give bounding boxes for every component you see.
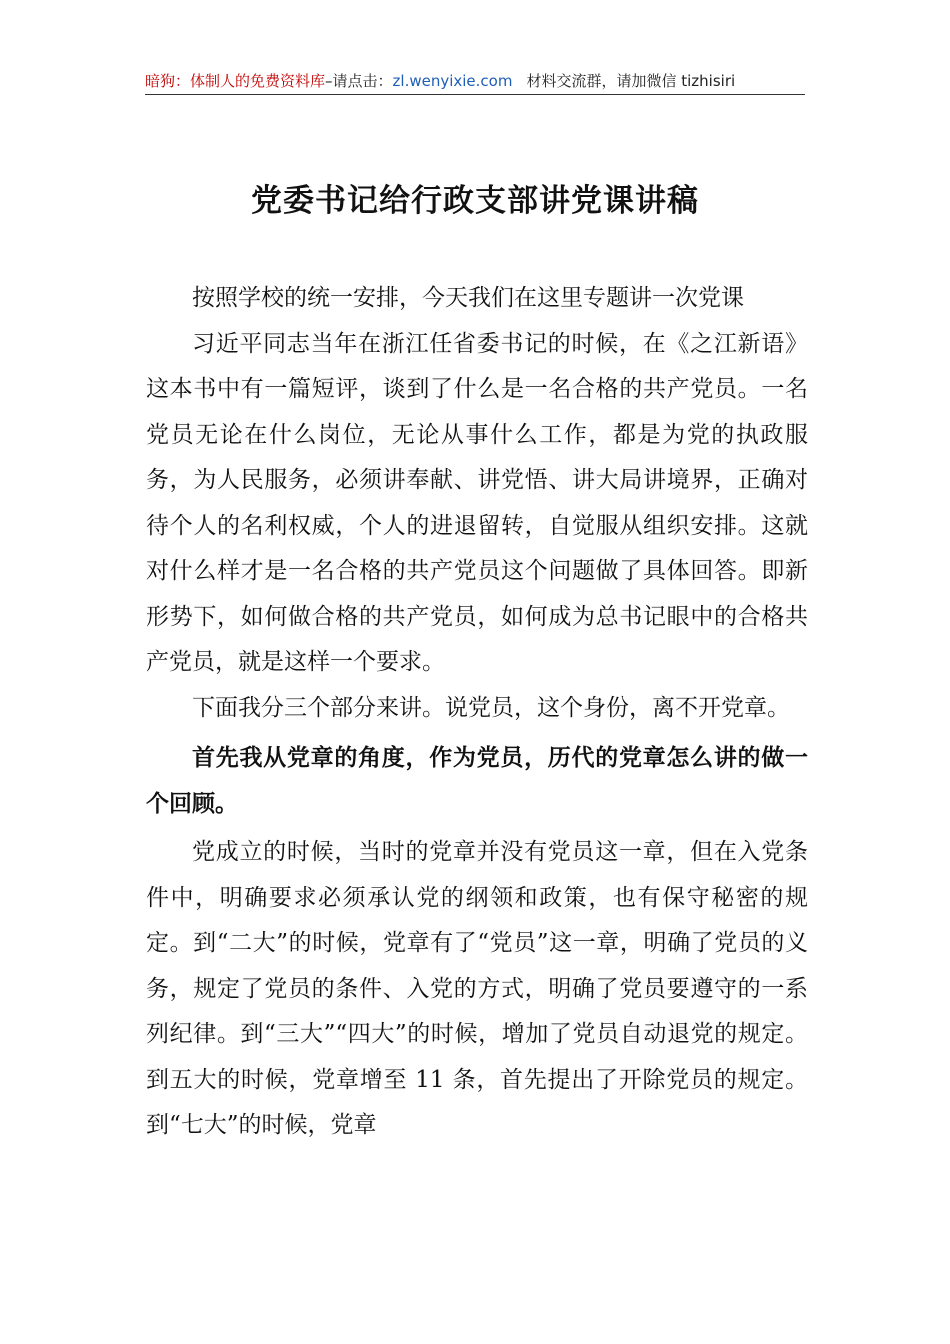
document-title: 党委书记给行政支部讲党课讲稿 [251,183,699,219]
document-body [146,276,808,1149]
header-click-prompt: –请点击： [325,72,393,90]
header-group-note: 材料交流群，请加微信 tizhisiri [526,72,736,90]
document-header [145,70,805,95]
paragraph-history: 党成立的时候，当时的党章并没有党员这一章，但在入党条件中，明确要求必须承认党的纲领和政策，也有保守秘密的规定。到“二大”的时候，党章有了“党员”这一章，明确了党员的义务，规定了党员的条件、入党的方式，明确了党员要遵守的一系列纪律。到“三大”“四大”的时候，增加了党员自动退党的规定。到五大的时候，党章增至 11 条，首先提出了开除党员的规定。到“七大”的时候，党章 [146,839,808,1138]
paragraph-intro: 按照学校的统一安排，今天我们在这里专题讲一次党课 [192,285,744,311]
paragraph-xi-quote: 习近平同志当年在浙江任省委书记的时候，在《之江新语》这本书中有一篇短评，谈到了什么是一名合格的共产党员。一名党员无论在什么岗位，无论从事什么工作，都是为党的执政服务，为人民服务，必须讲奉献、讲党悟、讲大局讲境界，正确对待个人的名利权威，个人的进退留转，自觉服从组织安排。这就对什么样才是一名合格的共产党员这个问题做了具体回答。即新形势下，如何做合格的共产党员，如何成为总书记眼中的合格共产党员，就是这样一个要求。 [146,330,808,675]
header-url-link[interactable]: zl.wenyixie.com [392,72,513,90]
header-site-name: 暗狗：体制人的免费资料库 [145,72,326,90]
paragraph-outline: 下面我分三个部分来讲。说党员，这个身份，离不开党章。 [192,694,790,721]
section-heading: 首先我从党章的角度，作为党员，历代的党章怎么讲的做一个回顾。 [146,744,808,817]
